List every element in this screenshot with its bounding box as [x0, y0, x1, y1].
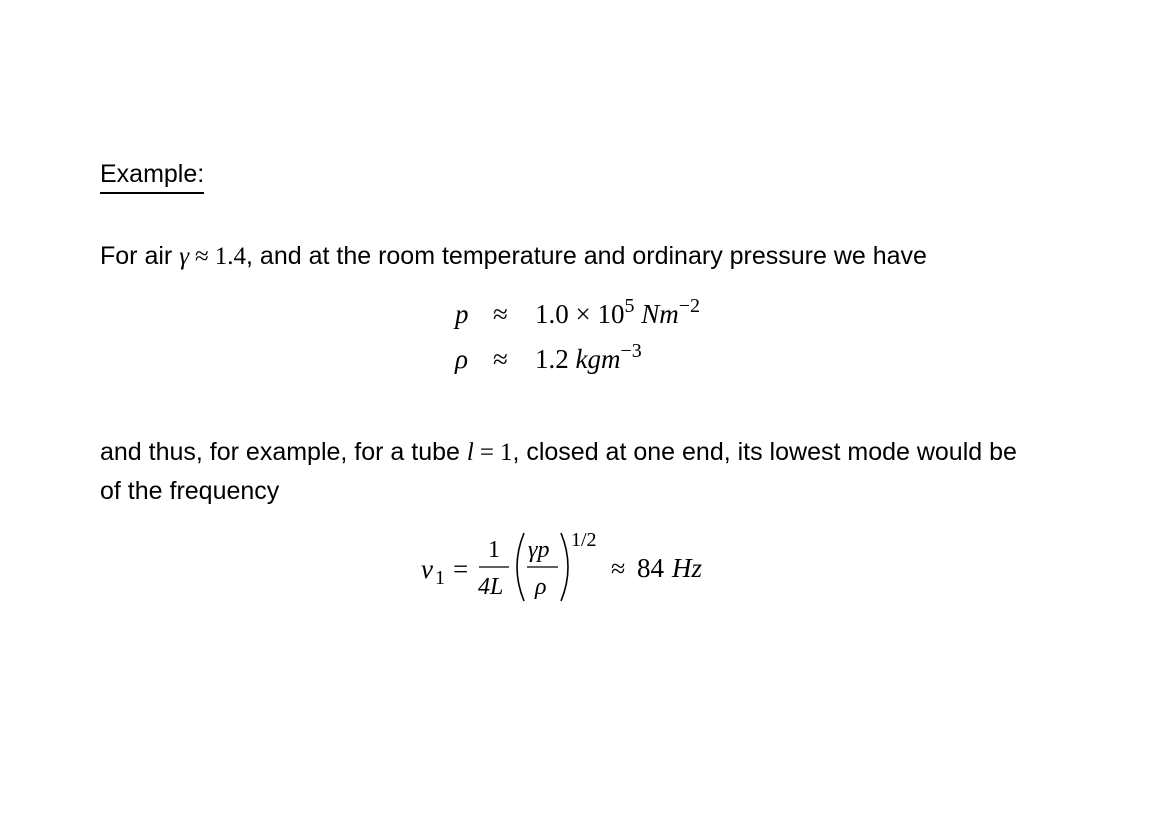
nu-subscript: 1	[435, 567, 445, 589]
freq-approx: ≈	[611, 554, 626, 583]
fraction-numerator: 1	[488, 537, 500, 563]
density-value: 1.2	[535, 344, 576, 374]
para2-text-before: and thus, for example, for a tube	[100, 438, 467, 466]
pressure-unit: Nm	[641, 299, 679, 329]
density-unit: kgm	[575, 344, 621, 374]
right-paren	[561, 533, 568, 601]
fraction-denominator: 4L	[478, 574, 504, 600]
pressure-symbol: p	[455, 299, 469, 329]
inner-denominator: ρ	[535, 574, 547, 600]
para2-line1-after: , closed at one end, its lowest mode would be	[512, 438, 1017, 466]
freq-equals: =	[453, 554, 469, 584]
pressure-approx: ≈	[493, 299, 508, 329]
density-symbol: ρ	[455, 344, 468, 374]
freq-result-value: 84	[637, 553, 664, 583]
para1-text-before: For air	[100, 242, 180, 270]
pressure-exponent: 5	[624, 295, 635, 317]
exponent-half: 1/2	[571, 529, 597, 551]
gamma-symbol: γ	[179, 243, 190, 270]
tube-equals: =	[479, 439, 494, 466]
pressure-unit-exponent: −2	[678, 295, 701, 317]
left-paren	[517, 533, 524, 601]
para2-line2: of the frequency	[100, 477, 280, 505]
density-approx: ≈	[493, 344, 508, 374]
nu-symbol: ν	[421, 554, 433, 584]
example-heading: Example:	[100, 158, 204, 194]
pressure-value: 1.0 × 10	[535, 299, 625, 329]
inner-numerator: γp	[528, 537, 550, 563]
density-unit-exponent: −3	[620, 340, 642, 362]
tube-length-value: 1	[499, 439, 513, 466]
approx-symbol: ≈	[195, 243, 209, 270]
freq-result-unit: Hz	[672, 553, 703, 583]
gamma-value: 1.4	[214, 243, 247, 270]
tube-length-var: l	[466, 439, 474, 466]
para1-text-after: , and at the room temperature and ordinary pressure we have	[246, 242, 927, 270]
